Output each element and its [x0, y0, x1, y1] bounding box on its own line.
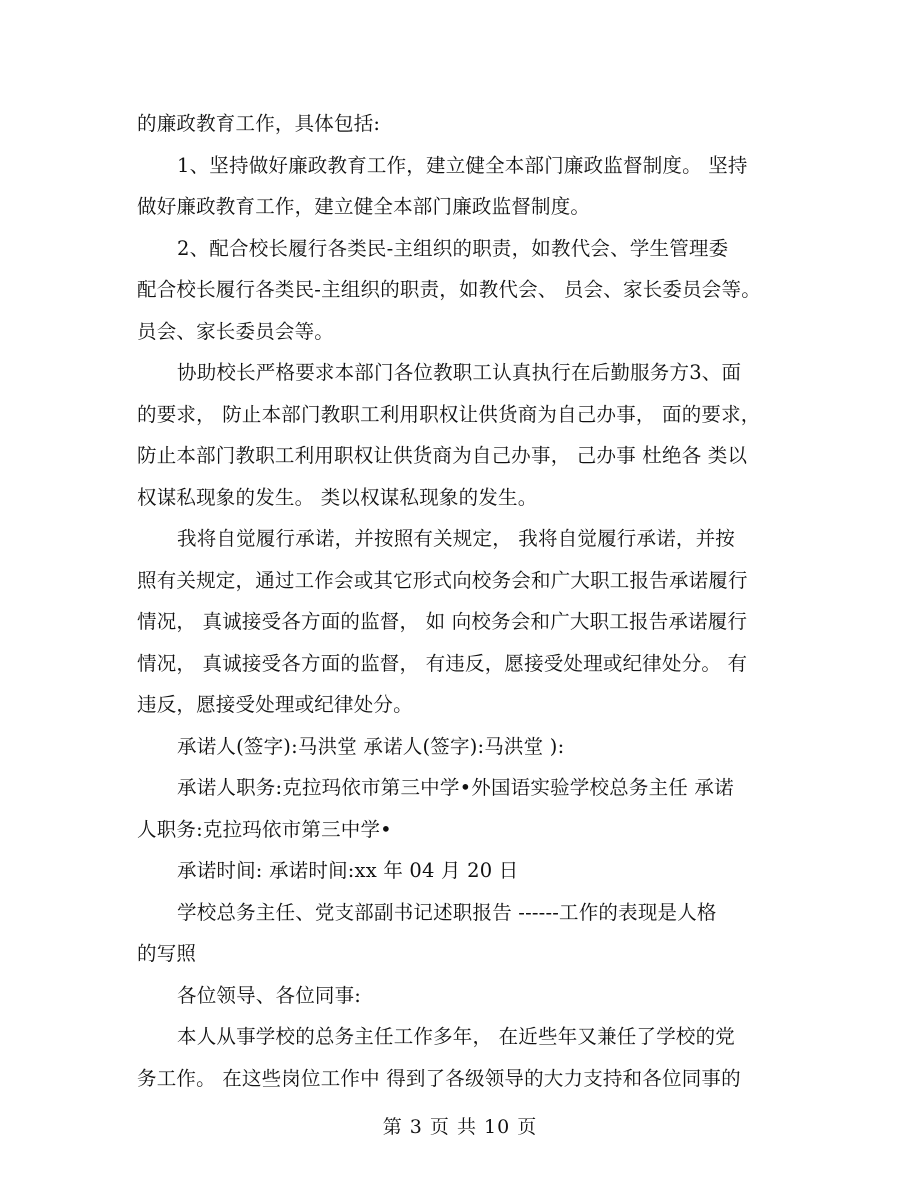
text-line: 权谋私现象的发生。 类以权谋私现象的发生。: [137, 485, 538, 509]
page-number-footer: 第 3 页 共 10 页: [382, 1116, 538, 1138]
text-line: 承诺时间: 承诺时间:xx 年 04 月 20 日: [177, 859, 519, 882]
text-line: 人职务:克拉玛依市第三中学•: [137, 817, 392, 841]
text-line: 承诺人(签字):马洪堂 承诺人(签字):马洪堂 ):: [177, 734, 565, 758]
text-line: 情况， 真诚接受各方面的监督， 有违反，愿接受处理或纪律处分。 有: [137, 651, 748, 675]
text-line: 违反，愿接受处理或纪律处分。: [137, 693, 413, 716]
text-line: 防止本部门教职工利用职权让供货商为自己办事， 己办事 杜绝各 类以: [137, 444, 748, 467]
text-line: 承诺人职务:克拉玛依市第三中学•外国语实验学校总务主任 承诺: [177, 776, 734, 799]
text-line: 情况， 真诚接受各方面的监督， 如 向校务会和广大职工报告承诺履行: [137, 610, 748, 633]
text-line: 照有关规定，通过工作会或其它形式向校务会和广大职工报告承诺履行: [137, 568, 748, 592]
text-line: 2、配合校长履行各类民-主组织的职责，如教代会、学生管理委: [177, 236, 729, 260]
text-line: 本人从事学校的总务主任工作多年， 在近些年又兼任了学校的党: [177, 1025, 735, 1048]
text-line: 做好廉政教育工作，建立健全本部门廉政监督制度。: [137, 195, 591, 218]
text-line: 学校总务主任、党支部副书记述职报告 ------工作的表现是人格: [177, 900, 717, 924]
text-line: 务工作。 在这些岗位工作中 得到了各级领导的大力支持和各位同事的: [137, 1066, 741, 1090]
text-line: 的写照: [137, 942, 197, 965]
text-line: 员会、家长委员会等。: [137, 319, 335, 343]
text-line: 配合校长履行各类民-主组织的职责，如教代会、 员会、家长委员会等。: [137, 278, 761, 301]
text-line: 的要求， 防止本部门教职工利用职权让供货商为自己办事， 面的要求，: [137, 402, 761, 426]
text-line: 协助校长严格要求本部门各位教职工认真执行在后勤服务方3、面: [177, 361, 742, 384]
text-line: 1、坚持做好廉政教育工作，建立健全本部门廉政监督制度。 坚持: [177, 153, 748, 177]
text-line: 我将自觉履行承诺，并按照有关规定， 我将自觉履行承诺，并按: [177, 527, 735, 550]
text-line: 各位领导、各位同事:: [177, 983, 362, 1007]
document-body: [137, 103, 797, 1099]
text-line: 的廉政教育工作，具体包括:: [137, 112, 381, 135]
